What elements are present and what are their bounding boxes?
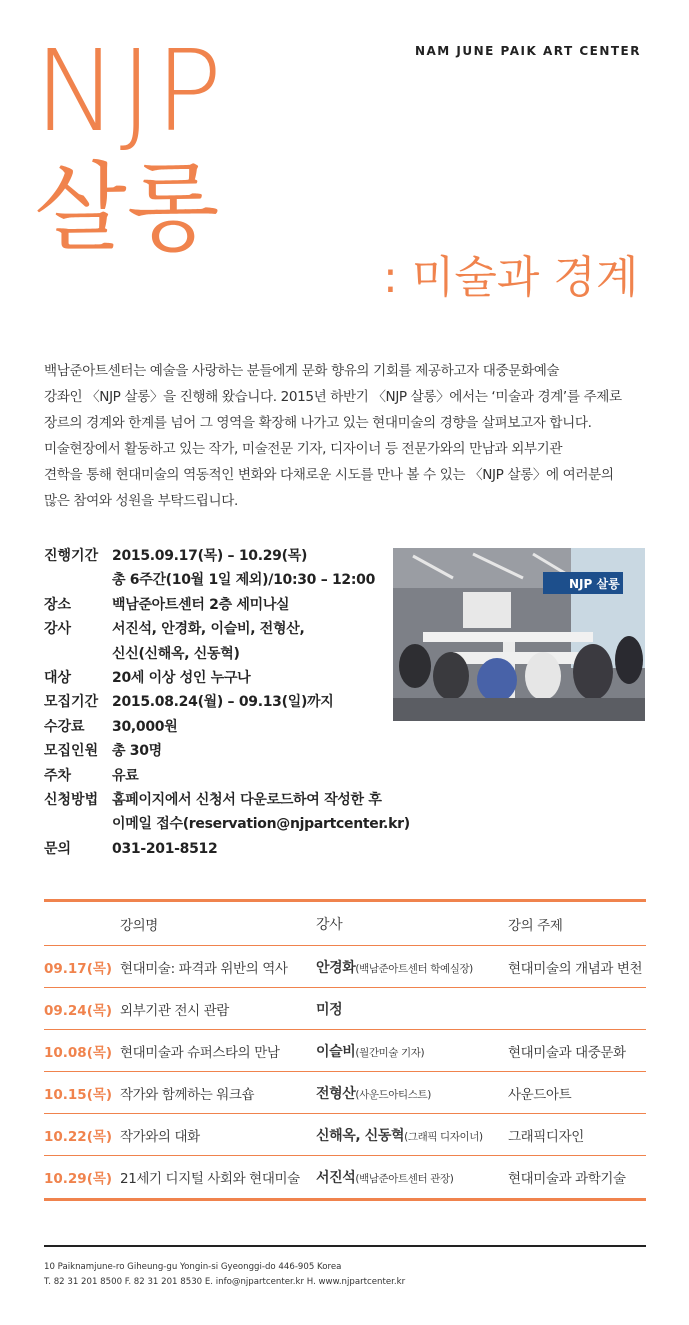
info-row [44,788,404,812]
info-row [44,617,404,641]
header-topic: 강의 주제 [508,917,563,934]
footer [44,1260,405,1290]
info-row [44,568,404,592]
info-value: 2015.08.24(월) – 09.13(일)까지 [112,694,334,711]
info-label: 강사 [44,621,72,638]
title-salon: 살롱 [34,152,220,264]
schedule-title: 작가와의 대화 [120,1128,200,1145]
info-label [44,568,112,592]
schedule-instructor: 신해옥, 신동혁 [316,1127,405,1144]
schedule-topic: 현대미술의 개념과 변천 [508,960,643,977]
schedule-row [44,1072,646,1114]
schedule-title: 현대미술과 슈퍼스타의 만남 [120,1044,280,1061]
schedule-affiliation: (사운드아티스트) [355,1088,431,1101]
info-row [44,544,404,568]
title-njp: NJP [34,27,225,157]
info-label: 신청방법 [44,792,99,809]
intro-line: 미술현장에서 활동하고 있는 작가, 미술전문 기자, 디자이너 등 전문가와의 만남과 외부기관 [44,441,563,457]
schedule-title: 외부기관 전시 관람 [120,1002,229,1019]
intro-line: 장르의 경계와 한계를 넘어 그 영역을 확장해 나가고 있는 현대미술의 경향을 살펴보고자 합니다. [44,415,592,431]
schedule-instructor-cell [316,999,508,1019]
schedule-topic: 현대미술과 대중문화 [508,1044,626,1061]
schedule-topic: 그래픽디자인 [508,1128,584,1145]
footer-contact: T. 82 31 201 8500 F. 82 31 201 8530 E. info@njpartcenter.kr H. www.njpartcenter.kr [44,1277,406,1287]
info-row [44,715,404,739]
info-row [44,812,410,836]
schedule-instructor-cell [316,957,508,977]
schedule-instructor: 이슬비 [316,1043,356,1060]
info-value: 홈페이지에서 신청서 다운로드하여 작성한 후 [112,792,382,809]
schedule-affiliation: (월간미술 기자) [355,1046,425,1059]
info-list [44,544,410,861]
info-value: 신신(신해옥, 신동혁) [112,645,240,662]
schedule-topic: 사운드아트 [508,1086,572,1103]
info-label: 장소 [44,596,72,613]
info-value: 30,000원 [112,718,178,735]
schedule-affiliation: (백남준아트센터 학예실장) [355,962,473,975]
schedule-affiliation: (백남준아트센터 관장) [355,1173,454,1185]
schedule-date: 10.22(목) [44,1128,113,1145]
info-row [44,593,404,617]
info-row [44,739,404,763]
info-label: 대상 [44,670,72,687]
intro-line: 강좌인 〈NJP 살롱〉을 진행해 왔습니다. 2015년 하반기 〈NJP 살롱〉에서는 ‘미술과 경계’를 주제로 [44,389,622,405]
footer-address: 10 Paiknamjune-ro Giheung-gu Yongin-si Gyeonggi-do 446-905 Korea [44,1262,342,1272]
info-value: 총 30명 [112,743,162,760]
intro-line: 견학을 통해 현대미술의 역동적인 변화와 다채로운 시도를 만나 볼 수 있는 〈NJP 살롱〉에 여러분의 [44,467,614,483]
intro-line: 많은 참여와 성원을 부탁드립니다. [44,493,238,509]
schedule-row [44,1030,646,1072]
schedule-instructor: 안경화 [316,959,356,976]
schedule-topic: 현대미술과 과학기술 [508,1171,626,1187]
schedule-body [44,946,646,1198]
intro-line: 백남준아트센터는 예술을 사랑하는 분들에게 문화 향유의 기회를 제공하고자 대중문화예술 [44,363,560,379]
info-label: 진행기간 [44,548,99,564]
schedule-date: 10.15(목) [44,1086,113,1103]
schedule-row [44,946,646,988]
schedule-row [44,988,646,1030]
info-label: 모집인원 [44,743,99,760]
info-label [44,642,112,666]
schedule-date: 10.08(목) [44,1044,113,1061]
schedule-date: 09.24(목) [44,1002,113,1019]
schedule-instructor-cell [316,1167,508,1187]
schedule-instructor: 미정 [316,1001,343,1018]
schedule-date: 10.29(목) [44,1171,113,1187]
info-value: 백남준아트센터 2층 세미나실 [112,596,290,613]
info-label [44,812,112,836]
info-row [44,642,404,666]
schedule-title: 작가와 함께하는 워크숍 [120,1086,255,1103]
schedule-instructor-cell [316,1083,508,1103]
schedule-header [44,902,646,946]
lecture-photo [393,548,645,721]
info-label: 수강료 [44,718,85,735]
schedule-title: 21세기 디지털 사회와 현대미술 [120,1171,300,1187]
intro-paragraph [44,358,656,514]
info-row [44,690,404,714]
schedule-title: 현대미술: 파격과 위반의 역사 [120,960,288,977]
info-label: 모집기간 [44,694,99,711]
header-title: 강의명 [120,917,158,934]
photo-banner-text: NJP 살롱 [569,577,620,591]
brand-name: NAM JUNE PAIK ART CENTER [414,44,641,58]
info-value: 20세 이상 성인 누구나 [112,670,251,687]
schedule-instructor: 전형산 [316,1085,356,1102]
info-value: 2015.09.17(목) – 10.29(목) [112,548,308,564]
info-row [44,837,404,861]
schedule-instructor-cell [316,1041,508,1061]
schedule-date: 09.17(목) [44,960,113,977]
schedule-table [44,899,646,1201]
info-label: 주차 [44,767,72,784]
info-label: 문의 [44,840,72,857]
info-value: 총 6주간(10월 1일 제외)/10:30 – 12:00 [112,572,376,589]
info-value: 서진석, 안경화, 이슬비, 전형산, [112,621,305,638]
footer-divider [44,1245,646,1247]
info-value: 이메일 접수(reservation@njpartcenter.kr) [112,816,410,833]
schedule-affiliation: (그래픽 디자이너) [404,1130,483,1143]
info-row [44,666,404,690]
info-row [44,764,404,788]
schedule-row [44,1156,646,1198]
schedule-instructor: 서진석 [316,1170,356,1186]
schedule-row [44,1114,646,1156]
header-instructor: 강사 [316,916,343,933]
subtitle: : 미술과 경계 [383,252,639,303]
schedule-instructor-cell [316,1125,508,1145]
info-value: 031-201-8512 [112,840,218,857]
info-value: 유료 [112,767,139,784]
